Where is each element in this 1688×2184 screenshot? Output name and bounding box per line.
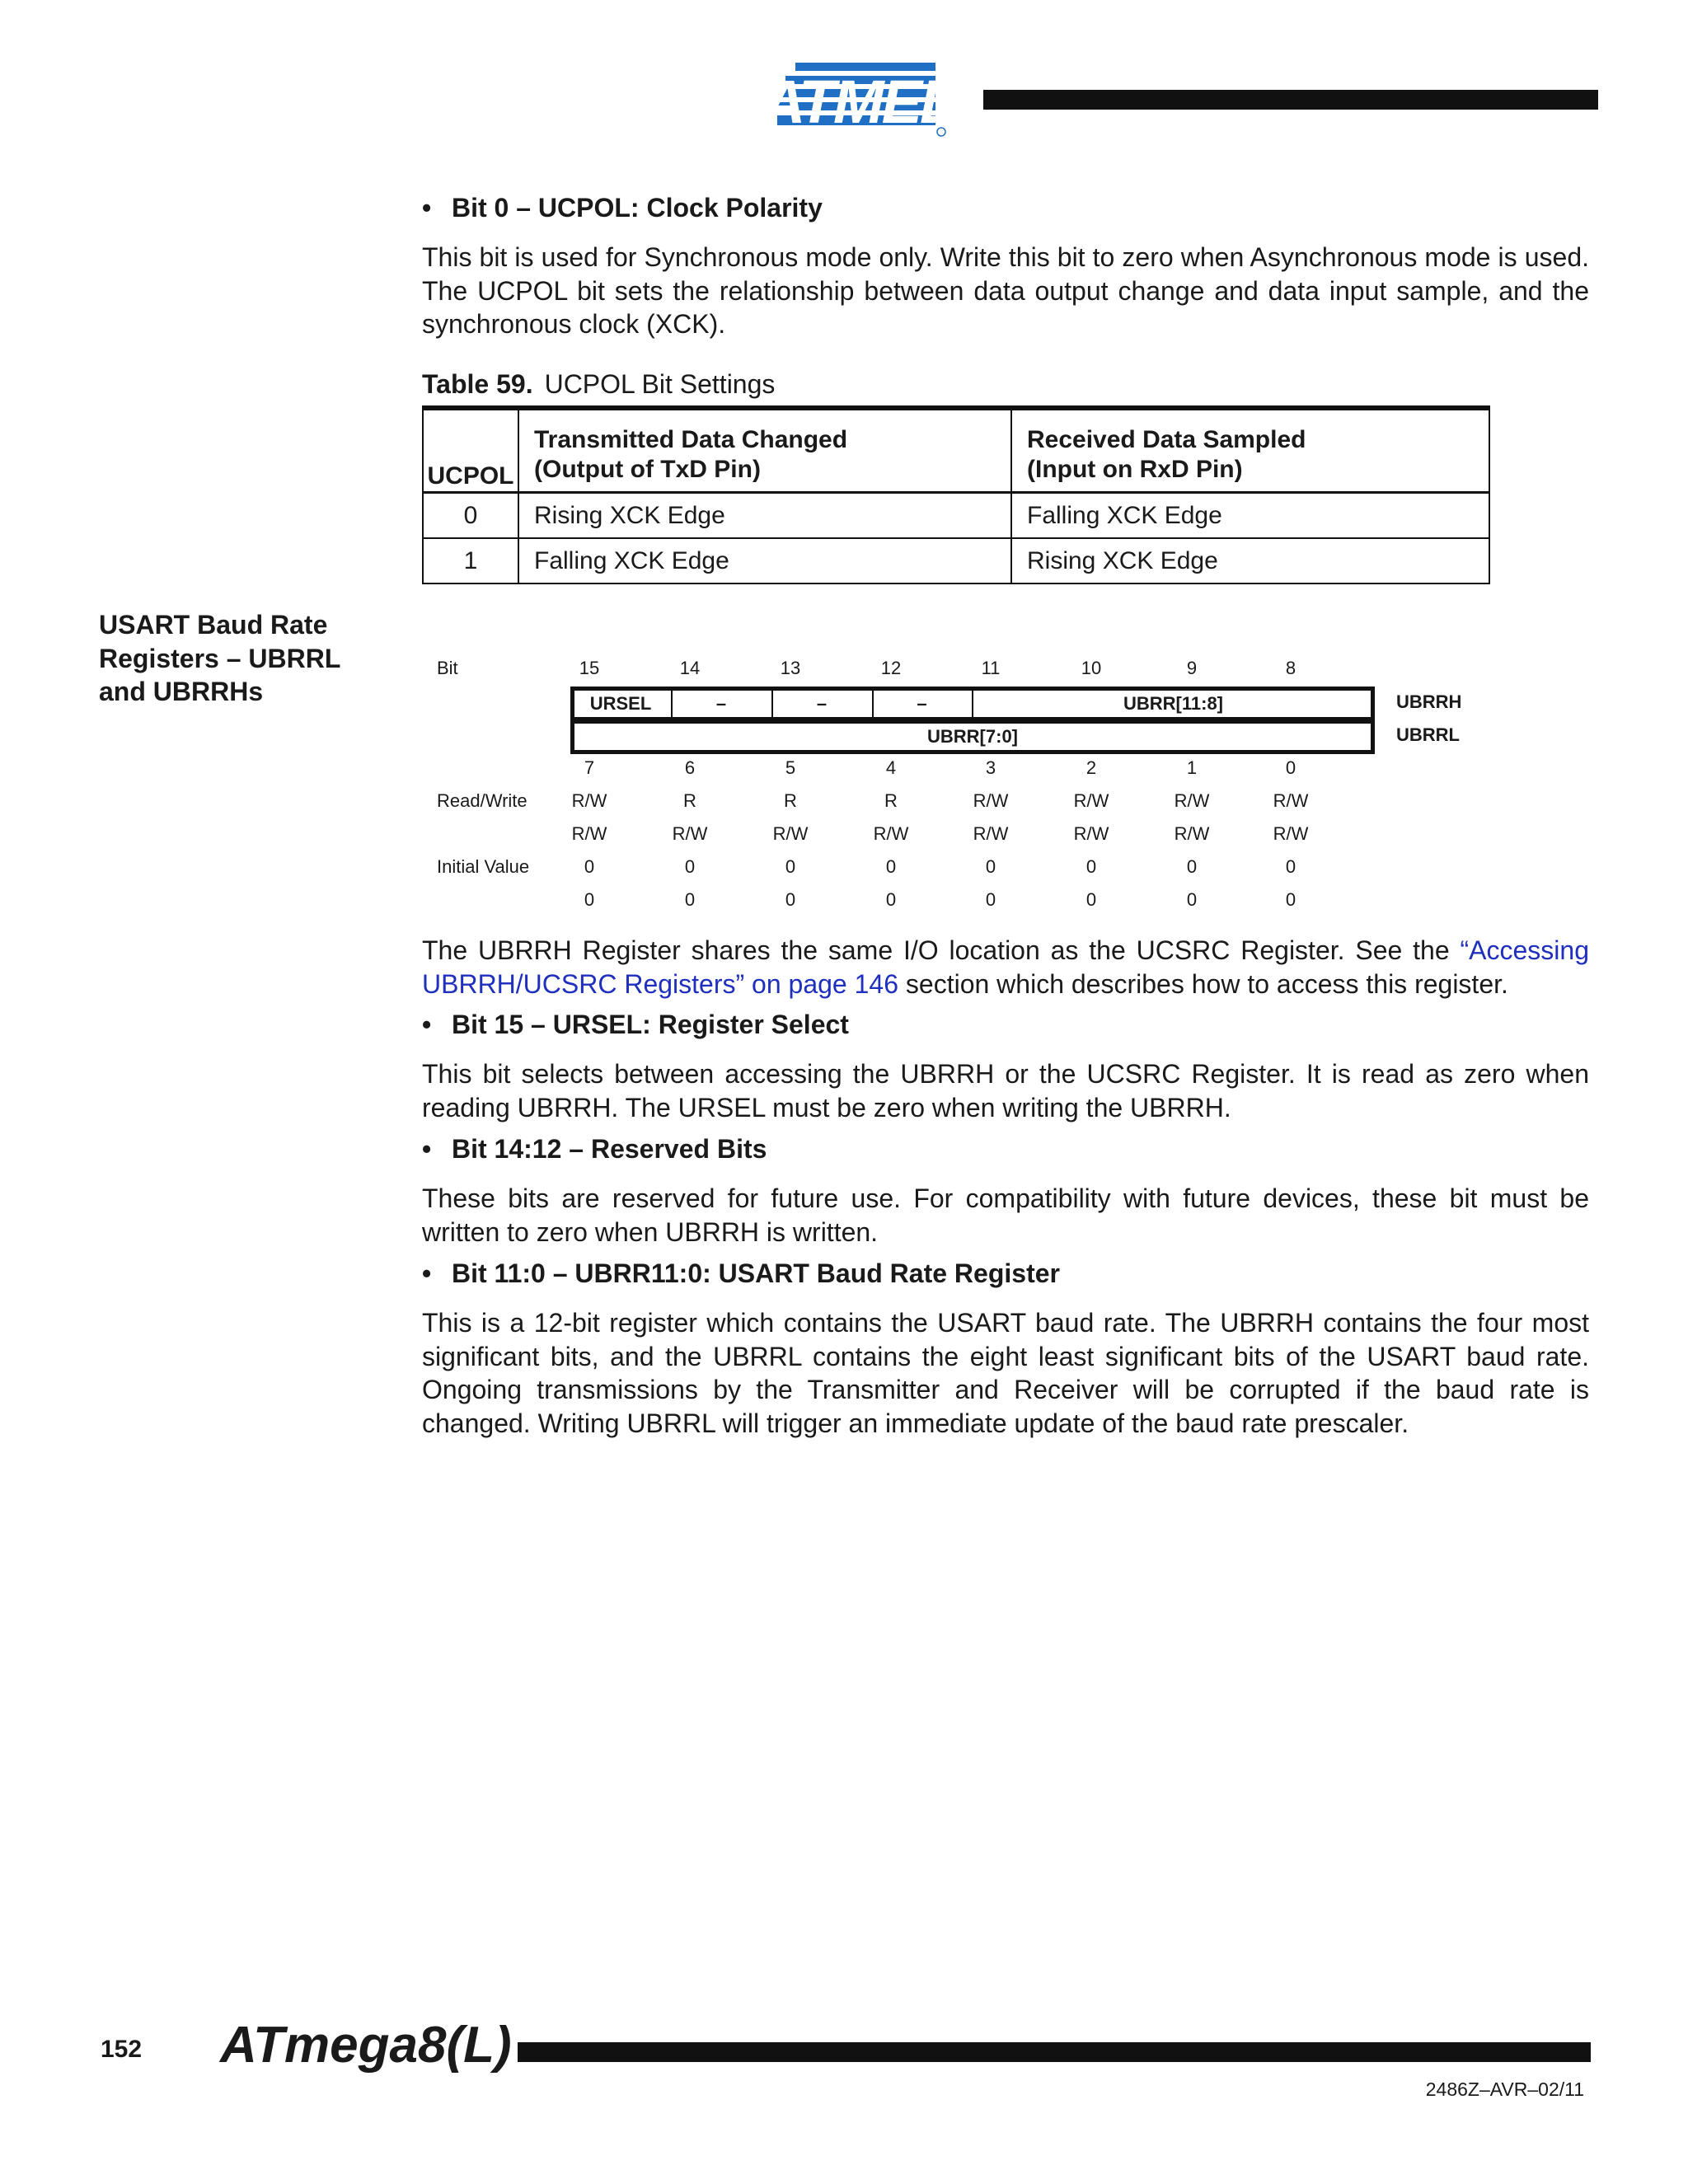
bit-number: 4 bbox=[885, 757, 897, 778]
initial-value-label: Initial Value bbox=[437, 856, 530, 877]
ubrrl-label: UBRRL bbox=[1396, 724, 1460, 745]
ucpol-header: UCPOL bbox=[423, 408, 518, 493]
ubrrh-label: UBRRH bbox=[1396, 691, 1462, 712]
bit-number: 8 bbox=[1285, 658, 1296, 678]
bit-number: 2 bbox=[1085, 757, 1097, 778]
initial-value: 0 bbox=[1085, 856, 1097, 877]
bit-number: 3 bbox=[985, 757, 996, 778]
bit0-heading: • Bit 0 – UCPOL: Clock Polarity bbox=[422, 193, 823, 223]
access-type: R/W bbox=[1073, 823, 1109, 844]
txd-header: Transmitted Data Changed (Output of TxD Pin) bbox=[518, 408, 1011, 493]
initial-value: 0 bbox=[785, 889, 796, 910]
document-number: 2486Z–AVR–02/11 bbox=[1425, 2079, 1584, 2100]
bit-number: 12 bbox=[880, 658, 902, 678]
ubrrh-note: The UBRRH Register shares the same I/O location as the UCSRC Register. See the “Accessing UBRRH/UCSRC Registers” on page 146 section which describes how to access this register. bbox=[422, 935, 1589, 999]
table-cell: Rising XCK Edge bbox=[518, 493, 1011, 539]
initial-value: 0 bbox=[885, 889, 897, 910]
accessing-registers-link[interactable]: “Accessing UBRRH/UCSRC Registers” on page 146 bbox=[422, 935, 1589, 999]
access-type: R/W bbox=[973, 790, 1009, 811]
bit15-paragraph: This bit selects between accessing the UBRRH or the UCSRC Register. It is read as zero when reading UBRRH. The URSEL must be zero when writing the UBRRH. bbox=[422, 1059, 1589, 1122]
initial-value: 0 bbox=[1085, 889, 1097, 910]
bit-number: 7 bbox=[584, 757, 595, 778]
access-type: R/W bbox=[1073, 790, 1109, 811]
initial-value: 0 bbox=[584, 889, 595, 910]
bit-number: 10 bbox=[1081, 658, 1102, 678]
section-side-heading: USART Baud Rate Registers – UBRRL and UBRRHs bbox=[99, 610, 340, 706]
bit0-paragraph: This bit is used for Synchronous mode only. Write this bit to zero when Asynchronous mode is used. The UCPOL bit sets the relationship between data output change and data input sample, and the synchronous clock (XCK). bbox=[422, 242, 1589, 339]
initial-value: 0 bbox=[1285, 889, 1296, 910]
reserved-field: – bbox=[816, 693, 828, 714]
read-write-label: Read/Write bbox=[437, 790, 528, 811]
access-type: R/W bbox=[973, 823, 1009, 844]
initial-value: 0 bbox=[584, 856, 595, 877]
table-cell: Falling XCK Edge bbox=[518, 538, 1011, 583]
bit11-heading: • Bit 11:0 – UBRR11:0: USART Baud Rate Register bbox=[422, 1258, 1060, 1288]
bit-number: 6 bbox=[684, 757, 696, 778]
access-type: R/W bbox=[1273, 790, 1309, 811]
table-cell: 1 bbox=[423, 538, 518, 583]
footer-rule bbox=[518, 2042, 1591, 2062]
reserved-field: – bbox=[917, 693, 927, 714]
bit-number: 9 bbox=[1186, 658, 1198, 678]
access-type: R/W bbox=[1174, 823, 1210, 844]
initial-value: 0 bbox=[885, 856, 897, 877]
bit-number: 5 bbox=[785, 757, 796, 778]
bit-number: 15 bbox=[579, 658, 600, 678]
rxd-header: Received Data Sampled (Input on RxD Pin) bbox=[1011, 408, 1489, 493]
table-cell: 0 bbox=[423, 493, 518, 539]
initial-value: 0 bbox=[684, 856, 696, 877]
initial-value: 0 bbox=[985, 856, 996, 877]
ubrr-7-0-field: UBRR[7:0] bbox=[927, 726, 1018, 747]
access-type: R/W bbox=[571, 790, 607, 811]
access-type: R/W bbox=[571, 823, 607, 844]
ubrr-11-8-field: UBRR[11:8] bbox=[1123, 693, 1224, 714]
access-type: R/W bbox=[873, 823, 909, 844]
access-type: R bbox=[884, 790, 898, 811]
bit11-paragraph: This is a 12-bit register which contains the USART baud rate. The UBRRH contains the four most significant bits, and the UBRRL contains the eight least significant bits of the USART baud rate. Ongoing transmissions by the Transmitter and Receiver will be corrupted if the baud rate is changed. Writing UBRRL will trigger an immediate update of the baud rate prescaler. bbox=[422, 1308, 1589, 1438]
initial-value: 0 bbox=[785, 856, 796, 877]
bit-number: 1 bbox=[1186, 757, 1198, 778]
table-cell: Rising XCK Edge bbox=[1011, 538, 1489, 583]
bit-number: 0 bbox=[1285, 757, 1296, 778]
access-type: R/W bbox=[1174, 790, 1210, 811]
footer-title: ATmega8(L) bbox=[220, 2017, 512, 2074]
access-type: R bbox=[683, 790, 696, 811]
bit-number: 14 bbox=[679, 658, 701, 678]
ursel-field: URSEL bbox=[589, 693, 652, 714]
bit14-paragraph: These bits are reserved for future use. For compatibility with future devices, these bit must be written to zero when UBRRH is written. bbox=[422, 1183, 1589, 1247]
register-diagram bbox=[0, 0, 1688, 923]
bit-label: Bit bbox=[437, 658, 458, 678]
bit-number: 13 bbox=[780, 658, 801, 678]
table-cell: Falling XCK Edge bbox=[1011, 493, 1489, 539]
bit14-heading: • Bit 14:12 – Reserved Bits bbox=[422, 1134, 767, 1164]
reserved-field: – bbox=[715, 693, 727, 714]
access-type: R/W bbox=[772, 823, 809, 844]
bit-number: 11 bbox=[981, 658, 1001, 678]
initial-value: 0 bbox=[684, 889, 696, 910]
access-type: R bbox=[784, 790, 797, 811]
table59-caption: Table 59. UCPOL Bit Settings bbox=[422, 369, 776, 399]
page-number: 152 bbox=[101, 2036, 143, 2063]
bit15-heading: • Bit 15 – URSEL: Register Select bbox=[422, 1010, 849, 1039]
initial-value: 0 bbox=[1186, 856, 1198, 877]
initial-value: 0 bbox=[985, 889, 996, 910]
initial-value: 0 bbox=[1285, 856, 1296, 877]
access-type: R/W bbox=[672, 823, 708, 844]
logo-wordmark: ATMEL bbox=[761, 68, 955, 136]
access-type: R/W bbox=[1273, 823, 1309, 844]
initial-value: 0 bbox=[1186, 889, 1198, 910]
